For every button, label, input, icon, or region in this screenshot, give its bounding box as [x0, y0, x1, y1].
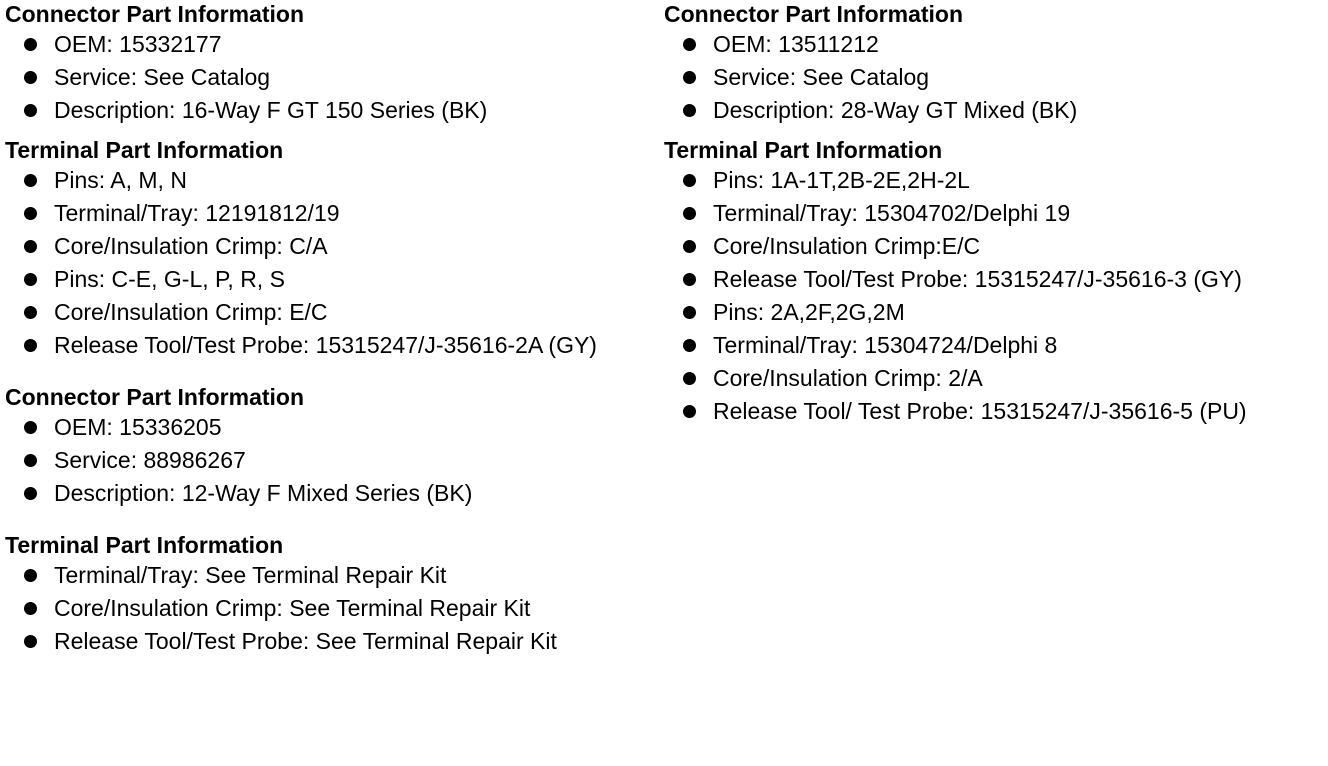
terminal-part-info-list [5, 559, 655, 658]
list-item [664, 329, 1324, 362]
item-text: Description: 16-Way F GT 150 Series (BK) [54, 97, 488, 123]
item-text: OEM: 15336205 [54, 414, 222, 440]
bullet-icon [24, 207, 37, 220]
bullet-icon [24, 306, 37, 319]
list-item [5, 263, 655, 296]
bullet-icon [24, 38, 37, 51]
item-text: Pins: C-E, G-L, P, R, S [54, 266, 285, 292]
bullet-icon [683, 306, 696, 319]
terminal-part-info-heading: Terminal Part Information [5, 532, 284, 558]
item-text: Core/Insulation Crimp: 2/A [713, 365, 983, 391]
bullet-icon [683, 240, 696, 253]
item-text: OEM: 15332177 [54, 31, 222, 57]
bullet-icon [24, 487, 37, 500]
connector-part-info-list [5, 411, 655, 510]
list-item [5, 230, 655, 263]
bullet-icon [24, 339, 37, 352]
list-item [5, 28, 655, 61]
item-text: Terminal/Tray: 12191812/19 [54, 200, 340, 226]
item-text: Description: 12-Way F Mixed Series (BK) [54, 480, 473, 506]
terminal-part-info-list [664, 164, 1324, 428]
bullet-icon [683, 405, 696, 418]
bullet-icon [24, 174, 37, 187]
connector-part-info-heading: Connector Part Information [5, 384, 305, 410]
bullet-icon [24, 454, 37, 467]
connector-part-info-list [5, 28, 655, 127]
list-item [5, 411, 655, 444]
item-text: Release Tool/Test Probe: 15315247/J-35616-3 (GY) [713, 266, 1242, 292]
item-text: Core/Insulation Crimp: C/A [54, 233, 328, 259]
bullet-icon [683, 273, 696, 286]
list-item [5, 625, 655, 658]
list-item [664, 296, 1324, 329]
list-item [5, 164, 655, 197]
list-item [664, 164, 1324, 197]
bullet-icon [683, 104, 696, 117]
list-item [5, 296, 655, 329]
list-item [664, 263, 1324, 296]
item-text: Core/Insulation Crimp: E/C [54, 299, 328, 325]
list-item [5, 592, 655, 625]
terminal-part-info-heading: Terminal Part Information [664, 137, 943, 163]
list-item [5, 197, 655, 230]
list-item [5, 94, 655, 127]
list-item [664, 28, 1324, 61]
item-text: Terminal/Tray: See Terminal Repair Kit [54, 562, 447, 588]
list-item [664, 197, 1324, 230]
bullet-icon [683, 71, 696, 84]
left-column [5, 0, 655, 658]
connector-part-info-list [664, 28, 1324, 127]
bullet-icon [24, 240, 37, 253]
item-text: Core/Insulation Crimp: See Terminal Repair Kit [54, 595, 531, 621]
list-item [5, 329, 655, 362]
item-text: Release Tool/Test Probe: 15315247/J-35616-2A (GY) [54, 332, 597, 358]
bullet-icon [683, 207, 696, 220]
bullet-icon [24, 104, 37, 117]
bullet-icon [683, 372, 696, 385]
bullet-icon [24, 569, 37, 582]
item-text: Description: 28-Way GT Mixed (BK) [713, 97, 1078, 123]
bullet-icon [24, 635, 37, 648]
item-text: Service: See Catalog [713, 64, 930, 90]
bullet-icon [683, 339, 696, 352]
item-text: Terminal/Tray: 15304724/Delphi 8 [713, 332, 1058, 358]
list-item [5, 559, 655, 592]
item-text: Pins: 2A,2F,2G,2M [713, 299, 905, 325]
list-item [5, 444, 655, 477]
item-text: Pins: A, M, N [54, 167, 187, 193]
terminal-part-info-list [5, 164, 655, 362]
list-item [664, 61, 1324, 94]
item-text: Terminal/Tray: 15304702/Delphi 19 [713, 200, 1071, 226]
terminal-part-info-heading: Terminal Part Information [5, 137, 284, 163]
item-text: Pins: 1A-1T,2B-2E,2H-2L [713, 167, 970, 193]
item-text: Release Tool/ Test Probe: 15315247/J-35616-5 (PU) [713, 398, 1247, 424]
item-text: OEM: 13511212 [713, 31, 879, 57]
right-column [664, 0, 1324, 428]
item-text: Service: See Catalog [54, 64, 271, 90]
list-item [664, 362, 1324, 395]
list-item [664, 230, 1324, 263]
list-item [664, 395, 1324, 428]
item-text: Service: 88986267 [54, 447, 246, 473]
bullet-icon [683, 38, 696, 51]
connector-part-info-heading: Connector Part Information [664, 1, 964, 27]
bullet-icon [24, 602, 37, 615]
item-text: Release Tool/Test Probe: See Terminal Repair Kit [54, 628, 557, 654]
bullet-icon [24, 421, 37, 434]
item-text: Core/Insulation Crimp:E/C [713, 233, 981, 259]
list-item [664, 94, 1324, 127]
bullet-icon [24, 273, 37, 286]
bullet-icon [24, 71, 37, 84]
connector-part-info-heading: Connector Part Information [5, 1, 305, 27]
bullet-icon [683, 174, 696, 187]
list-item [5, 477, 655, 510]
list-item [5, 61, 655, 94]
